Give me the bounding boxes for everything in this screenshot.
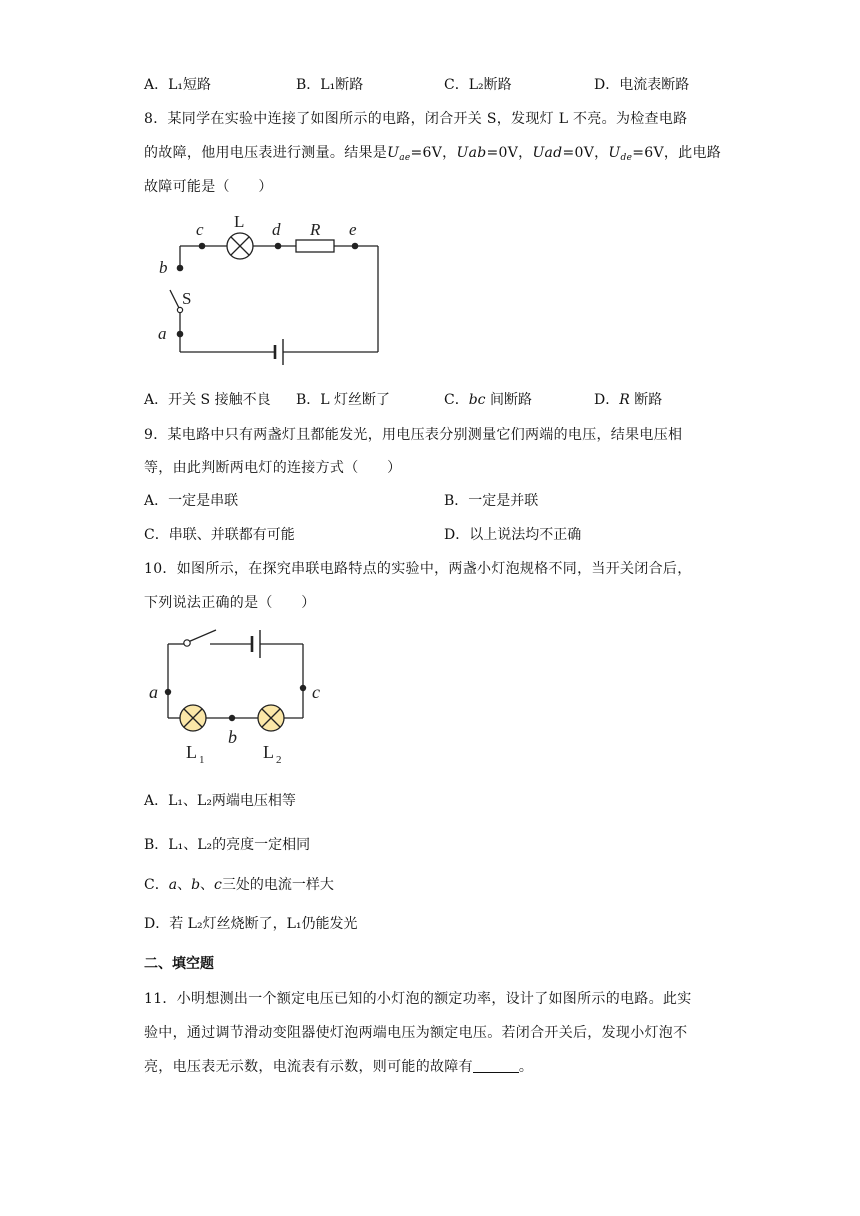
q8-label-S: S [182, 289, 192, 308]
q8-option-c-prefix: C． [444, 392, 469, 408]
q8-measure-3-value: =0V， [562, 145, 609, 161]
q8-label-c: c [196, 220, 204, 239]
q8-measure-1-sub: ae [399, 153, 411, 163]
q10-label-L1: L [186, 742, 197, 762]
q7-option-c: C．L₂断路 [444, 77, 512, 93]
q9-option-b: B．一定是并联 [444, 493, 539, 509]
q10-label-L2: L [263, 742, 274, 762]
q11-answer-blank[interactable] [473, 1060, 519, 1073]
q8-measure-4-sub: de [620, 153, 633, 163]
q8-option-d-var: R [619, 392, 630, 408]
q8-stem-line2 [144, 142, 721, 163]
q10-option-c-sep2: 、 [200, 877, 215, 893]
q11-stem-line1: 11．小明想测出一个额定电压已知的小灯泡的额定功率，设计了如图所示的电路。此实 [144, 991, 692, 1007]
q8-measure-2: Uab [456, 145, 487, 161]
q10-option-c-sep1: 、 [177, 877, 192, 893]
q10-label-b: b [228, 727, 237, 747]
q8-option-c-var: bc [468, 392, 486, 408]
q8-stem-line3: 故障可能是（ ） [144, 179, 273, 195]
q7-option-b: B．L₁断路 [296, 77, 364, 93]
q11-stem-line3-end: 。 [518, 1059, 534, 1075]
q8-option-d-prefix: D． [594, 392, 620, 408]
q7-option-a: A．L₁短路 [144, 77, 212, 93]
q8-measure-1-value: =6V， [410, 145, 457, 161]
q10-option-c [144, 874, 334, 894]
q10-stem-line1: 10．如图所示，在探究串联电路特点的实验中，两盏小灯泡规格不同，当开关闭合后， [144, 561, 692, 577]
q10-option-c-text: 三处的电流一样大 [221, 877, 334, 893]
q8-label-b: b [159, 258, 168, 277]
q10-circuit-diagram [140, 622, 340, 772]
q10-label-c: c [312, 682, 320, 702]
q9-stem-line2: 等，由此判断两电灯的连接方式（ ） [144, 460, 402, 476]
q8-stem-line2-text: 的故障，他用电压表进行测量。结果是 [144, 145, 388, 161]
q7-option-d: D．电流表断路 [594, 77, 690, 93]
q11-stem-line2: 验中，通过调节滑动变阻器使灯泡两端电压为额定电压。若闭合开关后，发现小灯泡不 [144, 1025, 688, 1041]
q10-stem-line2: 下列说法正确的是（ ） [144, 595, 316, 611]
q8-measure-4-value: =6V，此电路 [632, 145, 722, 161]
q8-option-d-text: 断路 [629, 392, 663, 408]
q9-stem-line1: 9．某电路中只有两盏灯且都能发光，用电压表分别测量它们两端的电压，结果电压相 [144, 427, 683, 443]
q9-option-c: C．串联、并联都有可能 [144, 527, 295, 543]
q10-option-c-a: a [168, 877, 178, 893]
q8-stem-line1: 8．某同学在实验中连接了如图所示的电路，闭合开关 S，发现灯 L 不亮。为检查电路 [144, 111, 688, 127]
q10-option-a: A．L₁、L₂两端电压相等 [144, 793, 296, 809]
q8-measure-3: Uad [532, 145, 563, 161]
section-heading-fill-in: 二、填空题 [144, 956, 214, 972]
q10-option-b: B．L₁、L₂的亮度一定相同 [144, 837, 311, 853]
q8-option-d [594, 389, 662, 409]
q8-label-e: e [349, 220, 357, 239]
q10-label-L1-sub: 1 [199, 754, 205, 766]
q11-stem-line3-text: 亮，电压表无示数，电流表有示数，则可能的故障有 [144, 1059, 473, 1075]
q8-measure-1: U [387, 145, 400, 161]
q8-measure-2-value: =0V， [486, 145, 533, 161]
q10-option-d: D．若 L₂灯丝烧断了，L₁仍能发光 [144, 916, 358, 932]
q8-option-a: A．开关 S 接触不良 [144, 392, 271, 408]
q10-option-c-prefix: C． [144, 877, 169, 893]
q10-option-c-b: b [191, 877, 201, 893]
q8-circuit-diagram [150, 206, 390, 372]
q8-label-d: d [272, 220, 281, 239]
q8-label-R: R [310, 220, 321, 239]
q9-option-a: A．一定是串联 [144, 493, 239, 509]
q10-label-a: a [149, 682, 158, 702]
q10-option-c-c: c [214, 877, 222, 893]
q8-measure-4: U [608, 145, 621, 161]
q11-stem-line3 [144, 1056, 533, 1076]
q8-option-b: B．L 灯丝断了 [296, 392, 391, 408]
q8-option-c-text: 间断路 [485, 392, 532, 408]
q10-label-L2-sub: 2 [276, 754, 282, 766]
q9-option-d: D．以上说法均不正确 [444, 527, 582, 543]
q8-option-c [444, 389, 532, 409]
q8-label-L: L [234, 212, 245, 231]
q8-label-a: a [158, 324, 167, 343]
